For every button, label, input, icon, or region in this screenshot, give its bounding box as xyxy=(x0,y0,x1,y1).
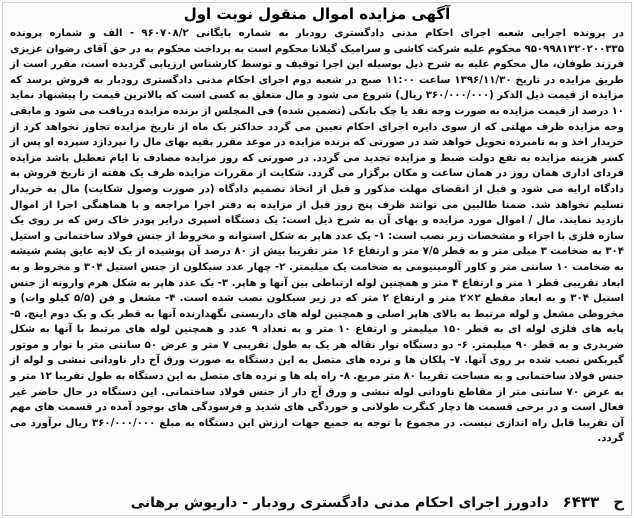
notice-title: آگهی مزایده اموال منقول نوبت اول xyxy=(183,5,451,23)
footer-letter: ح xyxy=(613,493,624,511)
notice-footer xyxy=(10,493,624,512)
notice-body: در پرونده اجرایی شعبه اجرای احکام مدنی دادگستری رودبار به شماره بایگانی ۹۶۰۷۰۸/۲ - الف و شماره پرونده ۹۵۰۹۹۸۱۳۲۰۲۰۰۳۳۵ محکوم علیه شرکت کاشی و سرامیک گیلانا محکوم است به پرداخت محکوم به در حق آقای رضوان عزیزی فرزند طوفان، مال محکوم علیه به شرح ذیل بوسیله این اجرا توقیف و توسط کارشناس ارزیابی گردیده است، مقرر است از طریق مزایده در تاریخ ۱۳۹۶/۱۱/۳۰ ساعت ۱۱:۰۰ صبح در شعبه دوم اجرای احکام مدنی دادگستری رودبار به فروش برسد که مزایده از قیمت ذیل الذکر (۳۶۰/۰۰۰/۰۰۰ ریال) شروع می شود و مال متعلق به کسی است که بالاترین قیمت را پیشنهاد نماید ۱۰ درصد از قیمت مزایده به صورت وجه نقد یا چک بانکی (تضمین شده) فی المجلس از برنده مزایده دریافت می شود و مابقی وجه مزایده ظرف مهلتی که از سوی دایره اجرای احکام تعیین می گردد حداکثر یک ماه از تاریخ مزایده تجاوز نخواهد کرد از خریدار اخذ و به نامبرده تحویل خواهد شد در صورتی که برنده مزایده در موعد مقرر بقیه بهای مال را نپردازد سپرده او پس از کسر هزینه مزایده به نفع دولت ضبط و مزایده تجدید می گردد. در صورتی که روز مزایده مصادف با ایام تعطیل باشد مزایده فردای اداری همان روز در همان ساعت و مکان برگزار می گردد. شکایت از مقررات مزایده ظرف یک هفته از تاریخ فروش به دادگاه ارایه می شود و قبل از انقضای مهلت مذکور و قبل از اتخاذ تصمیم دادگاه (در صورت وصول شکایت) مال به خریدار تسلیم نخواهد شد. ضمنا طالبین می توانند ظرف پنج روز قبل از مزایده به دفتر اجرا مراجعه و با هماهنگی اجرا از اموال بازدید نمایند. مال / اموال مورد مزایده و بهای آن به شرح ذیل است: یک دستگاه اسپری درایر پودر خاک رس که بر روی یک سازه فلزی با اجزاء و مشخصات زیر نصب است: ۱- یک عدد هاپر به شکل استوانه و مخروط از جنس فولاد ساختمانی و استیل ۳۰۴ به ضخامت ۳ میلی متر و به قطر ۷/۵ متر و ارتفاع ۱۶ متر تقریبا بیش از ۸۰ درصد آن پوشیده از یک لایه عایق پشم شیشه به ضخامت ۱۰ سانتی متر و کاور آلومینیومی به ضخامت یک میلیمتر. ۲- چهار عدد سیکلون از جنس استیل ۳۰۴ و مخروط و به ابعاد تقریبی قطر ۱ متر و ارتفاع ۴ متر و همچنین لوله ارتباطی بین آنها و هاپر. ۳- یک عدد هاپر به شکل هرم وارونه از جنس استیل ۳۰۴ و به ابعاد مقطع ۲×۲ متر و ارتفاع ۲ متر که در زیر سیکلون نصب شده است. ۴- مشعل و فن (۵/۵ کیلو وات) و مخروطی مشعل و لوله مرتبط به بالای هاپر اصلی و همچنین لوله های داربستی نگهدارنده آنها به قطر یک و یک دوم اینچ. ۵- پایه های فلزی لوله ای به قطر ۱۵۰ میلیمتر و ارتفاع ۱۰ متر و به تعداد ۹ عدد و همچنین لوله های مرتبط با آنها به شکل ضربدری و به قطر ۹۰ میلیمتر. ۶- دو دستگاه نوار نقاله هر یک به طول تقریبی ۷ متر و عرض ۵۰ سانتی متر با نوار و موتور گیربکس نصب شده بر روی آنها. ۷- پلکان ها و نرده های متصل به این دستگاه به صورت ورق آج دار ناودانی نبشی و لوله از جنس فولاد ساختمانی و به مساحت تقریبا ۸۰ متر مربع. ۸- راه پله ها و نرده های متصل به این دستگاه به طول تقریبا ۱۲ متر و به عرض ۷۰ سانتی متر از مقاطع ناودانی لوله نبشی و ورق آج دار از جنس فولاد ساختمانی. این دستگاه در حال حاضر غیر فعال است و در برخی قسمت ها دچار کنگرت طولانی و خوردگی های شدید و فرسودگی های بوجود آمده در قسمت های مهم آن تقریبا قابل راه اندازی نیست. در مجموع با توجه به جمیع جهات ارزش این دستگاه به مبلغ ۳۶۰/۰۰۰/۰۰۰ ریال برآورد می گردد. xyxy=(10,28,625,445)
footer-signature: دادورز اجرای احکام مدنی دادگستری رودبار - داریوش برهانی xyxy=(130,495,549,511)
footer-code: ۶۴۳۳ xyxy=(562,493,600,511)
